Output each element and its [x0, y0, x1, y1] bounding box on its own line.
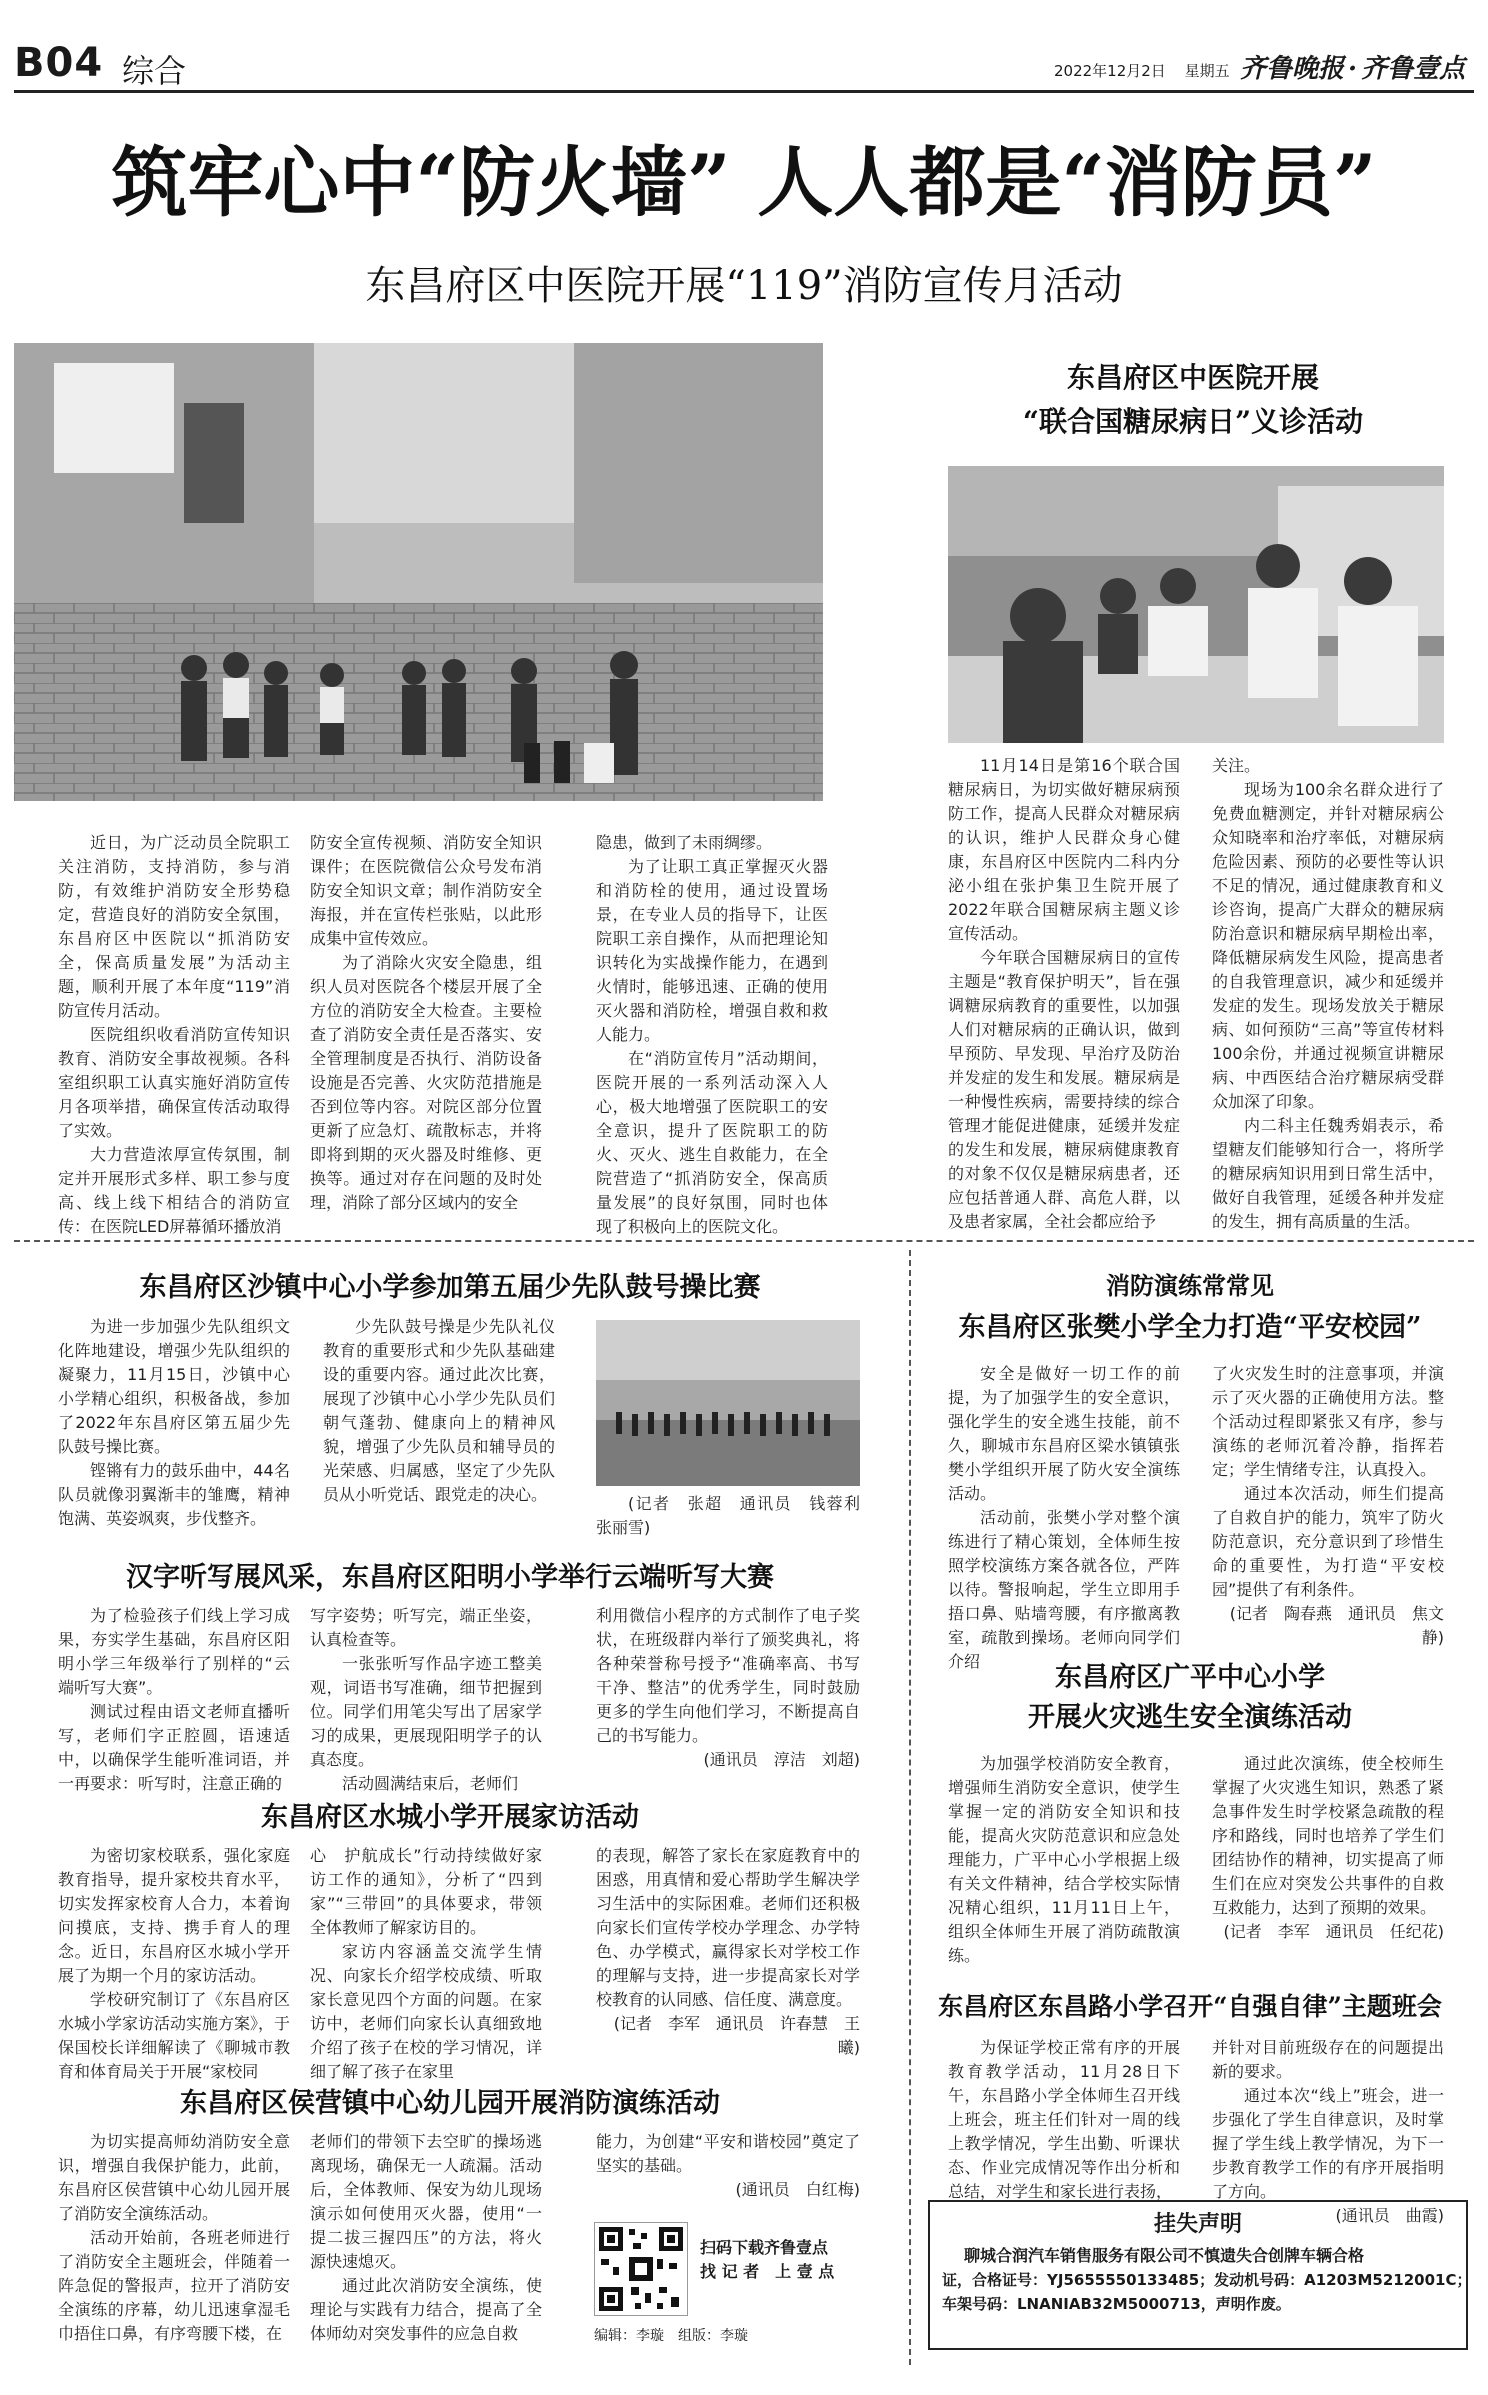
main-article-column-2 — [310, 831, 542, 1212]
kindergarten-headline: 东昌府区侯营镇中心幼儿园开展消防演练活动 — [180, 2088, 720, 2119]
main-headline: 筑牢心中“防火墙” 人人都是“消防员” — [111, 138, 1377, 227]
drum-credit: (记者 张超 通讯员 钱蓉利 张丽雪) — [596, 1494, 877, 1537]
paragraph: 今年联合国糖尿病日的宣传主题是“教育保护明天”，旨在强调糖尿病教育的重要性，以加强人们对糖尿病的正确认识，做到早预防、早发现、早治疗及防治并发症的发生和发展。糖尿病是一种慢性疾病，需要持续的综合管理才能促进健康，延缓并发症的发生和发展，糖尿病健康教育的对象不仅仅是糖尿病患者，还应包括普通人群、高危人群，以及患者家属，全社会都应给予 — [948, 948, 1180, 1231]
issue-date — [1054, 60, 1230, 81]
brand-qilu-wanbao: 齐鲁晚报 — [1240, 54, 1345, 84]
paragraph: 利用微信小程序的方式制作了电子奖状，在班级群内举行了颁奖典礼，将各种荣誉称号授予“准确率高、书写干净、整洁”的优秀学生，同时鼓励更多的学生向他们学习，不断提高自己的书写能力。 — [596, 1606, 860, 1745]
home-visit-credit: (记者 李军 通讯员 许春慧 王曦) — [613, 2014, 860, 2057]
paragraph: 心 护航成长”行动持续做好家访工作的通知》，分析了“四到家”“三带回”的具体要求，带领全体教师了解家访目的。 — [310, 1846, 542, 1937]
paragraph: 在“消防宣传月”活动期间，医院开展的一系列活动深入人心，极大地增强了医院职工的安全意识，提升了医院职工的防火、灭火、逃生自救能力，在全院营造了“抓消防安全，保高质量发展”的良好氛围，同时也体现了积极向上的医院文化。 — [596, 1049, 828, 1236]
paragraph: 活动圆满结束后，老师们 — [342, 1774, 519, 1793]
home-visit-column-3 — [596, 1844, 860, 2074]
paragraph: 为进一步加强少先队组织文化阵地建设，增强少先队组织的凝聚力，11月15日，沙镇中心小学精心组织，积极备战，参加了2022年东昌府区第五届少先队鼓号操比赛。 — [58, 1317, 290, 1456]
paragraph: 为保证学校正常有序的开展教育教学活动，11月28日下午，东昌路小学全体师生召开线上班会，班主任们针对一周的线上教学情况，学生出勤、听课状态、作业完成情况等作出分析和总结，对学生和家长进行表扬， — [948, 2038, 1180, 2201]
qr-caption-line-2: 找 记 者 上 壹 点 — [700, 2262, 835, 2281]
section-label: 综合 — [122, 52, 187, 90]
fire-drill-headline: 东昌府区张樊小学全力打造“平安校园” — [958, 1312, 1422, 1343]
paragraph: 安全是做好一切工作的前提，为了加强学生的安全意识，强化学生的安全逃生技能，前不久，聊城市东昌府区梁水镇镇张樊小学组织开展了防火安全演练活动。 — [948, 1364, 1180, 1503]
paragraph: 为了让职工真正掌握灭火器和消防栓的使用，通过设置场景，在专业人员的指导下，让医院职工亲自操作，从而把理论知识转化为实战操作能力，在遇到火情时，能够迅速、正确的使用灭火器和消防栓，增强自救和救人能力。 — [596, 857, 828, 1044]
drum-article-column-1 — [58, 1315, 290, 1541]
editor-credit: 编辑：李璇 组版：李璇 — [594, 2328, 748, 2344]
paragraph: 测试过程由语文老师直播听写，老师们字正腔圆，语速适中，以确保学生能听准词语，并一再要求：听写时，注意正确的 — [58, 1702, 290, 1793]
home-visit-headline: 东昌府区水城小学开展家访活动 — [261, 1802, 639, 1833]
paragraph: 为加强学校消防安全教育，增强师生消防安全意识，使学生掌握一定的消防安全知识和技能，提高火灾防范意识和应急处理能力，广平中心小学根据上级有关文件精神，结合学校实际情况精心组织，11月11日上午，组织全体师生开展了消防疏散演练。 — [948, 1754, 1180, 1965]
qr-code-image — [595, 2223, 687, 2315]
paragraph: 通过本次“线上”班会，进一步强化了学生自律意识，及时掌握了学生线上教学情况，为下一步教育教学工作的有序开展指明了方向。 — [1212, 2086, 1444, 2201]
paragraph: 为了检验孩子们线上学习成果，夯实学生基础，东昌府区阳明小学三年级举行了别样的“云端听写大赛”。 — [58, 1606, 290, 1697]
paragraph: 家访内容涵盖交流学生情况、向家长介绍学校成绩、听取家长意见四个方面的问题。在家访中，老师们向家长认真细致地介绍了孩子在校的学习情况，详细了解了孩子在家里 — [310, 1942, 542, 2081]
drum-parade-photo — [596, 1320, 860, 1486]
diabetes-clinic-illustration — [948, 466, 1444, 743]
paragraph: 为了消除火灾安全隐患，组织人员对医院各个楼层开展了全方位的消防安全大检查。主要检查了消防安全责任是否落实、安全管理制度是否执行、消防设备设施是否完善、火灾防范措施是否到位等内容。对院区部分位置更新了应急灯、疏散标志，并将即将到期的灭火器及时维修、更换等。通过对存在问题的及时处理，消除了部分区域内的安全 — [310, 953, 542, 1212]
class-meeting-headline: 东昌府区东昌路小学召开“自强自律”主题班会 — [938, 1992, 1442, 2021]
drum-parade-illustration — [596, 1320, 860, 1486]
paragraph: 一张张听写作品字迹工整美观，词语书写准确，细节把握到位。同学们用笔尖写出了居家学习的成果，更展现阳明学子的认真态度。 — [310, 1654, 542, 1769]
escape-drill-column-2 — [1212, 1752, 1444, 1980]
drum-article-column-2 — [323, 1315, 555, 1541]
paragraph: 大力营造浓厚宣传氛围，制定并开展形式多样、职工参与度高、线上线下相结合的消防宣传：在医院LED屏幕循环播放消 — [58, 1145, 290, 1236]
drum-headline: 东昌府区沙镇中心小学参加第五届少先队鼓号操比赛 — [139, 1272, 761, 1303]
paragraph: 隐患，做到了未雨绸缪。 — [596, 833, 773, 852]
diabetes-article-column-2 — [1212, 754, 1444, 1231]
escape-drill-headline-line-2: 开展火灾逃生安全演练活动 — [1028, 1702, 1352, 1733]
writing-headline: 汉字听写展风采，东昌府区阳明小学举行云端听写大赛 — [126, 1562, 774, 1593]
kindergarten-column-2 — [310, 2130, 542, 2358]
class-meeting-column-1 — [948, 2036, 1180, 2201]
fire-training-illustration — [14, 343, 823, 801]
paragraph: 的表现，解答了家长在家庭教育中的困惑，用真情和爱心帮助学生解决学习生活中的实际困难。老师们还积极向家长们宣传学校办学理念、办学特色、办学模式，赢得家长对学校工作的理解与支持，进一步提高家长对学校教育的认同感、信任度、满意度。 — [596, 1846, 860, 2009]
class-meeting-column-2 — [1212, 2036, 1444, 2225]
paragraph: 近日，为广泛动员全院职工关注消防，支持消防，参与消防，有效维护消防安全形势稳定，营造良好的消防安全氛围，东昌府区中医院以“抓消防安全，保高质量发展”为活动主题，顺利开展了本年度“119”消防宣传月活动。 — [58, 833, 290, 1020]
loss-notice-line-3: 车架号码：LNANIAB32M5000713，声明作废。 — [942, 2295, 1291, 2313]
paragraph: 写字姿势；听写完，端正坐姿，认真检查等。 — [310, 1606, 542, 1649]
weekday-text: 星期五 — [1184, 62, 1230, 80]
paragraph: 现场为100余名群众进行了免费血糖测定，并针对糖尿病公众知晓率和治疗率低，对糖尿病危险因素、预防的必要性等认识不足的情况，通过健康教育和义诊咨询，提高广大群众的糖尿病防治意识和糖尿病早期检出率，降低糖尿病发生风险，提高患者的自我管理意识，减少和延缓并发症的发生。现场发放关于糖尿病、如何预防“三高”等宣传材料100余份，并通过视频宣讲糖尿病、中西医结合治疗糖尿病受群众加深了印象。 — [1212, 780, 1444, 1111]
middle-dashed-divider — [14, 1240, 1474, 1242]
page-code: B04 — [14, 40, 104, 86]
fire-drill-credit: (记者 陶春燕 通讯员 焦文静) — [1229, 1604, 1444, 1647]
escape-drill-credit: (记者 李军 通讯员 任纪花) — [1223, 1922, 1444, 1941]
diabetes-article-column-1 — [948, 754, 1180, 1231]
main-article-column-3 — [596, 831, 828, 1236]
writing-article-column-3 — [596, 1604, 860, 1784]
fire-extinguisher-training-photo — [14, 343, 823, 801]
paragraph: 活动开始前，各班老师进行了消防安全主题班会，伴随着一阵急促的警报声，拉开了消防安全演练的序幕，幼儿迅速拿湿毛巾捂住口鼻，有序弯腰下楼，在 — [58, 2228, 290, 2343]
fire-drill-column-2 — [1212, 1362, 1444, 1647]
home-visit-column-1 — [58, 1844, 291, 2081]
writing-article-column-1 — [58, 1604, 290, 1793]
paragraph: 铿锵有力的鼓乐曲中，44名队员就像羽翼渐丰的雏鹰，精神饱满、英姿飒爽，步伐整齐。 — [58, 1461, 290, 1528]
escape-drill-headline-line-1: 东昌府区广平中心小学 — [1055, 1662, 1325, 1693]
escape-drill-column-1 — [948, 1752, 1180, 1980]
column-dashed-divider — [909, 1250, 911, 2365]
date-text: 2022年12月2日 — [1054, 62, 1166, 80]
kindergarten-credit: (通讯员 白红梅) — [735, 2180, 860, 2199]
paragraph: 能力，为创建“平安和谐校园”奠定了坚实的基础。 — [596, 2132, 860, 2175]
paragraph: 通过本次活动，师生们提高了自救自护的能力，筑牢了防火防范意识，充分意识到了珍惜生命的重要性，为打造“平安校园”提供了有利条件。 — [1212, 1484, 1444, 1599]
main-subheadline: 东昌府区中医院开展“119”消防宣传月活动 — [365, 263, 1123, 309]
paragraph: 并针对目前班级存在的问题提出新的要求。 — [1212, 2038, 1444, 2081]
qr-code[interactable] — [594, 2222, 688, 2316]
class-meeting-credit: (通讯员 曲霞) — [1335, 2206, 1444, 2225]
writing-credit: (通讯员 淳洁 刘超) — [703, 1750, 860, 1769]
brand-dot: · — [1348, 54, 1358, 84]
loss-notice-title: 挂失声明 — [1153, 2212, 1242, 2237]
paragraph: 学校研究制订了《东昌府区水城小学家访活动实施方案》，于保国校长详细解读了《聊城市教育和体育局关于开展“家校同 — [58, 1990, 291, 2081]
paragraph: 了火灾发生时的注意事项，并演示了灭火器的正确使用方法。整个活动过程即紧张又有序，参与演练的老师沉着冷静，指挥若定；学生情绪专注，认真投入。 — [1212, 1364, 1444, 1479]
paragraph: 活动前，张樊小学对整个演练进行了精心策划，全体师生按照学校演练方案各就各位，严阵以待。警报响起，学生立即用手捂口鼻、贴墙弯腰，有序撤离教室，疏散到操场。老师向同学们介绍 — [948, 1508, 1180, 1671]
paragraph: 医院组织收看消防宣传知识教育、消防安全事故视频。各科室组织职工认真实施好消防宣传月各项举措，确保宣传活动取得了实效。 — [58, 1025, 290, 1140]
paragraph: 通过此次演练，使全校师生掌握了火灾逃生知识，熟悉了紧急事件发生时学校紧急疏散的程序和路线，同时也培养了学生们团结协作的精神，切实提高了师生们在应对突发公共事件的自救互救能力，达到了预期的效果。 — [1212, 1754, 1444, 1917]
paragraph: 为密切家校联系，强化家庭教育指导，提升家校共育水平，切实发挥家校育人合力，本着询问摸底，支持、携手育人的理念。近日，东昌府区水城小学开展了为期一个月的家访活动。 — [58, 1846, 290, 1985]
paragraph: 内二科主任魏秀娟表示，希望糖友们能够知行合一，将所学的糖尿病知识用到日常生活中，做好自我管理，延缓各种并发症的发生，拥有高质量的生活。 — [1212, 1116, 1444, 1231]
qr-caption — [700, 2236, 860, 2284]
paragraph: 少先队鼓号操是少先队礼仪教育的重要形式和少先队基础建设的重要内容。通过此次比赛，展现了沙镇中心小学少先队员们朝气蓬勃、健康向上的精神风貌，增强了少先队员和辅导员的光荣感、归属感，坚定了少先队员从小听党话、跟党走的决心。 — [323, 1317, 555, 1504]
home-visit-column-2 — [310, 1844, 542, 2081]
writing-article-column-2 — [310, 1604, 542, 1793]
paragraph: 关注。 — [1212, 756, 1261, 775]
paragraph: 通过此次消防安全演练，使理论与实践有力结合，提高了全体师幼对突发事件的应急自救 — [310, 2276, 542, 2343]
brand-qilu-yidian: 齐鲁壹点 — [1361, 54, 1466, 84]
diabetes-clinic-photo — [948, 466, 1444, 743]
loss-notice-line-2: 证，合格证号：YJ5655550133485；发动机号码：A1203M5212001C； — [942, 2271, 1472, 2289]
main-article-column-1 — [58, 831, 290, 1236]
header-rule — [14, 90, 1474, 93]
loss-notice-box — [928, 2200, 1472, 2350]
diabetes-headline-line-2: “联合国糖尿病日”义诊活动 — [1022, 405, 1364, 438]
loss-notice-line-1: 聊城合润汽车销售服务有限公司不慎遗失合创牌车辆合格 — [964, 2246, 1365, 2265]
diabetes-headline-line-1: 东昌府区中医院开展 — [1066, 361, 1319, 394]
paragraph: 为切实提高师幼消防安全意识，增强自我保护能力，此前，东昌府区侯营镇中心幼儿园开展了消防安全演练活动。 — [58, 2132, 290, 2223]
fire-drill-column-1 — [948, 1362, 1180, 1671]
paragraph: 防安全宣传视频、消防安全知识课件；在医院微信公众号发布消防安全知识文章；制作消防安全海报，并在宣传栏张贴，以此形成集中宣传效应。 — [310, 833, 542, 948]
kindergarten-column-1 — [58, 2130, 290, 2358]
newspaper-logo — [1240, 48, 1465, 85]
fire-drill-kicker: 消防演练常常见 — [1106, 1271, 1274, 1300]
paragraph: 11月14日是第16个联合国糖尿病日，为切实做好糖尿病预防工作，提高人民群众对糖尿病的认识，维护人民群众身心健康，东昌府区中医院内二科内分泌小组在张护集卫生院开展了2022年联合国糖尿病主题义诊宣传活动。 — [948, 756, 1180, 943]
kindergarten-column-3 — [596, 2130, 860, 2202]
paragraph: 老师们的带领下去空旷的操场逃离现场，确保无一人疏漏。活动后，全体教师、保安为幼儿现场演示如何使用灭火器，使用“一提二拔三握四压”的方法，将火源快速熄灭。 — [310, 2132, 542, 2271]
qr-caption-line-1: 扫码下载齐鲁壹点 — [700, 2238, 829, 2257]
